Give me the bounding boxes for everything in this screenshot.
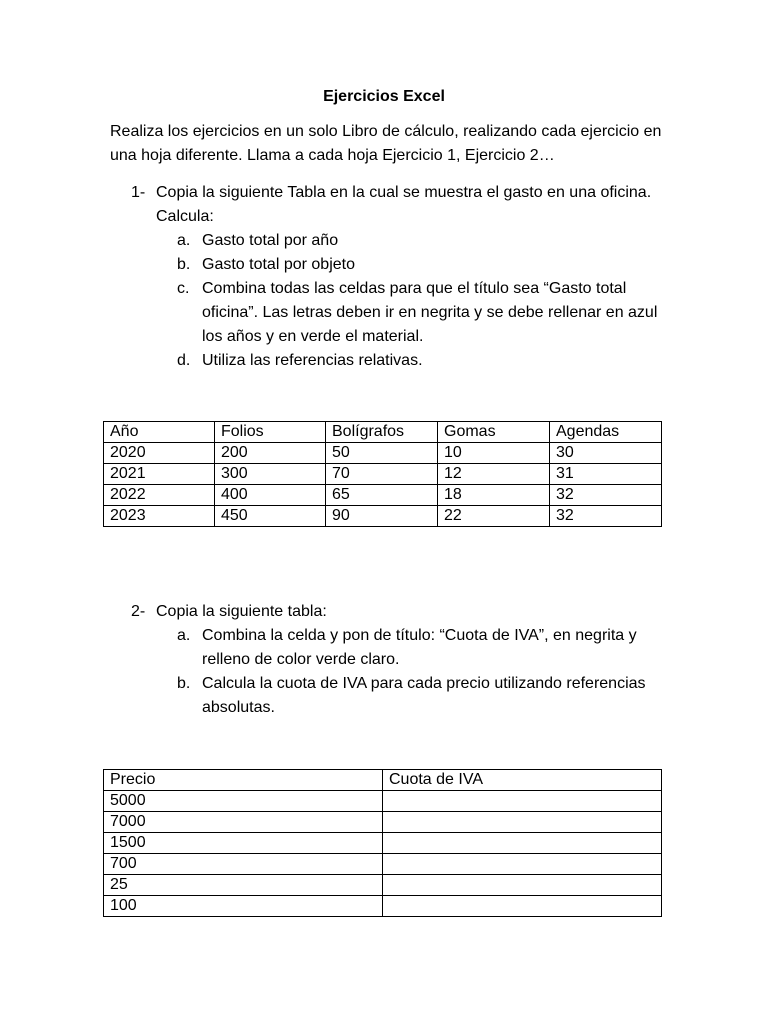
item-text: Utiliza las referencias relativas.: [202, 352, 423, 369]
header-cell: Cuota de IVA: [383, 770, 662, 791]
table-cell: 7000: [104, 812, 383, 833]
item-letter: b.: [177, 675, 191, 692]
vat-table: [103, 769, 662, 917]
table-cell: [383, 875, 662, 896]
exercise-lead: Copia la siguiente tabla:: [156, 603, 327, 620]
item-text: Calcula la cuota de IVA para cada precio utilizando referencias absolutas.: [202, 675, 646, 716]
table-cell: 25: [104, 875, 383, 896]
table-row: [104, 875, 662, 896]
exercise-items: [131, 229, 671, 373]
table-row: [104, 485, 662, 506]
table-row: [104, 791, 662, 812]
list-item: [131, 349, 671, 373]
table-cell: 31: [550, 464, 662, 485]
table-cell: 2022: [104, 485, 215, 506]
list-item: [131, 624, 671, 672]
table-cell: 2020: [104, 443, 215, 464]
table-cell: 10: [438, 443, 550, 464]
page-title: Ejercicios Excel: [323, 88, 445, 105]
exercise-number: 2-: [131, 603, 146, 620]
table-cell: [383, 896, 662, 917]
item-text: Combina todas las celdas para que el título sea “Gasto total oficina”. Las letras deben ir en negrita y se debe rellenar en azul los años y en verde el material.: [202, 280, 658, 345]
table-cell: 65: [326, 485, 438, 506]
header-cell: Bolígrafos: [326, 422, 438, 443]
exercise-1: [131, 181, 671, 373]
table-cell: 1500: [104, 833, 383, 854]
table-cell: 18: [438, 485, 550, 506]
list-item: [131, 277, 671, 349]
item-letter: b.: [177, 256, 191, 273]
table-cell: 50: [326, 443, 438, 464]
item-letter: d.: [177, 352, 191, 369]
table-cell: 700: [104, 854, 383, 875]
table-row: [104, 812, 662, 833]
exercise-items: [131, 624, 671, 720]
table-row: [104, 464, 662, 485]
header-cell: Folios: [215, 422, 326, 443]
item-text: Combina la celda y pon de título: “Cuota de IVA”, en negrita y relleno de color verde claro.: [202, 627, 637, 668]
table-row: [104, 854, 662, 875]
table-cell: 12: [438, 464, 550, 485]
table-cell: 70: [326, 464, 438, 485]
item-letter: c.: [177, 280, 190, 297]
intro-paragraph: Realiza los ejercicios en un solo Libro de cálculo, realizando cada ejercicio en una hoja diferente. Llama a cada hoja Ejercicio 1, Ejercicio 2…: [110, 123, 662, 164]
table-cell: [383, 812, 662, 833]
exercise-number: 1-: [131, 184, 146, 201]
table-cell: 90: [326, 506, 438, 527]
table-header-row: [104, 422, 662, 443]
list-item: [131, 672, 671, 720]
exercise-2: [131, 600, 671, 720]
table-cell: 22: [438, 506, 550, 527]
table-cell: 2021: [104, 464, 215, 485]
table-cell: 32: [550, 506, 662, 527]
table-row: [104, 833, 662, 854]
table-row: [104, 506, 662, 527]
item-text: Gasto total por año: [202, 232, 339, 249]
table-cell: 2023: [104, 506, 215, 527]
table-row: [104, 443, 662, 464]
list-item: [131, 253, 671, 277]
table-cell: 200: [215, 443, 326, 464]
item-text: Gasto total por objeto: [202, 256, 355, 273]
item-letter: a.: [177, 232, 191, 249]
table-cell: [383, 854, 662, 875]
table-cell: 30: [550, 443, 662, 464]
exercise-lead: Copia la siguiente Tabla en la cual se muestra el gasto en una oficina. Calcula:: [156, 184, 652, 225]
table-cell: 5000: [104, 791, 383, 812]
table-cell: 300: [215, 464, 326, 485]
item-letter: a.: [177, 627, 191, 644]
list-item: [131, 229, 671, 253]
table-cell: 450: [215, 506, 326, 527]
table-cell: 32: [550, 485, 662, 506]
table-cell: 100: [104, 896, 383, 917]
table-row: [104, 896, 662, 917]
table-cell: [383, 791, 662, 812]
header-cell: Año: [104, 422, 215, 443]
office-expense-table: [103, 421, 662, 527]
table-cell: [383, 833, 662, 854]
header-cell: Gomas: [438, 422, 550, 443]
table-header-row: [104, 770, 662, 791]
header-cell: Precio: [104, 770, 383, 791]
table-cell: 400: [215, 485, 326, 506]
header-cell: Agendas: [550, 422, 662, 443]
